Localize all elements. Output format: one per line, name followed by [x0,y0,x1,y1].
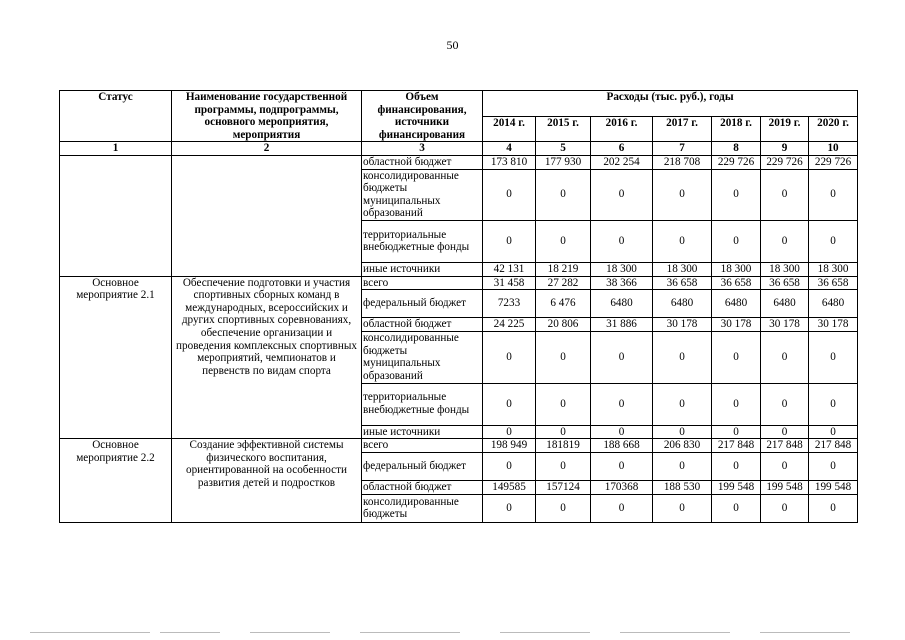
value-cell: 199 548 [761,480,809,494]
value-cell: 0 [653,494,712,522]
value-cell: 0 [761,494,809,522]
value-cell: 0 [591,452,653,480]
value-cell: 0 [809,220,858,262]
value-cell: 0 [809,425,858,439]
value-cell: 36 658 [653,276,712,290]
header-year: 2017 г. [653,116,712,142]
column-number: 2 [172,142,362,156]
value-cell: 6480 [653,290,712,318]
table-row [60,439,858,453]
value-cell: 0 [809,452,858,480]
value-cell: 170368 [591,480,653,494]
value-cell: 0 [809,383,858,425]
value-cell: 0 [712,383,761,425]
column-number: 7 [653,142,712,156]
value-cell: 30 178 [809,318,858,332]
value-cell: 38 366 [591,276,653,290]
value-cell: 199 548 [809,480,858,494]
budget-table [59,90,858,523]
value-cell: 177 930 [536,155,591,169]
source-cell: территориальные внебюджетные фонды [362,383,483,425]
header-volume: Объем финансирования, источники финансирования [362,91,483,142]
value-cell: 0 [483,425,536,439]
header-name: Наименование государственной программы, подпрограммы, основного мероприятия, мероприятия [172,91,362,142]
value-cell: 149585 [483,480,536,494]
column-number: 5 [536,142,591,156]
value-cell: 229 726 [761,155,809,169]
column-number: 8 [712,142,761,156]
value-cell: 27 282 [536,276,591,290]
value-cell: 18 300 [809,262,858,276]
value-cell: 0 [653,452,712,480]
value-cell: 36 658 [809,276,858,290]
column-numbers-row [60,142,858,156]
header-status: Статус [60,91,172,142]
value-cell: 173 810 [483,155,536,169]
value-cell: 31 458 [483,276,536,290]
source-cell: территориальные внебюджетные фонды [362,220,483,262]
value-cell: 6480 [809,290,858,318]
value-cell: 0 [809,332,858,383]
value-cell: 0 [536,332,591,383]
value-cell: 217 848 [712,439,761,453]
value-cell: 229 726 [809,155,858,169]
value-cell: 7233 [483,290,536,318]
scan-edge-line [0,632,905,634]
header-year: 2019 г. [761,116,809,142]
column-number: 3 [362,142,483,156]
value-cell: 0 [591,494,653,522]
value-cell: 0 [653,220,712,262]
header-year: 2018 г. [712,116,761,142]
value-cell: 0 [712,494,761,522]
value-cell: 199 548 [712,480,761,494]
source-cell: консолидированные бюджеты [362,494,483,522]
value-cell: 202 254 [591,155,653,169]
value-cell: 157124 [536,480,591,494]
value-cell: 18 300 [591,262,653,276]
value-cell: 0 [483,383,536,425]
header-year: 2016 г. [591,116,653,142]
source-cell: всего [362,439,483,453]
status-cell: Основное мероприятие 2.1 [60,276,172,439]
header-year: 2014 г. [483,116,536,142]
value-cell: 229 726 [712,155,761,169]
value-cell: 217 848 [761,439,809,453]
value-cell: 0 [483,452,536,480]
value-cell: 6480 [591,290,653,318]
value-cell: 206 830 [653,439,712,453]
value-cell: 36 658 [761,276,809,290]
value-cell: 0 [483,169,536,220]
value-cell: 198 949 [483,439,536,453]
source-cell: консолидированные бюджеты муниципальных образований [362,169,483,220]
column-number: 9 [761,142,809,156]
source-cell: всего [362,276,483,290]
table-row [60,276,858,290]
source-cell: областной бюджет [362,480,483,494]
column-number: 6 [591,142,653,156]
value-cell: 0 [712,452,761,480]
value-cell: 31 886 [591,318,653,332]
value-cell: 218 708 [653,155,712,169]
source-cell: консолидированные бюджеты муниципальных образований [362,332,483,383]
value-cell: 0 [653,383,712,425]
column-number: 10 [809,142,858,156]
value-cell: 0 [712,220,761,262]
value-cell: 0 [761,332,809,383]
value-cell: 18 300 [712,262,761,276]
value-cell: 217 848 [809,439,858,453]
value-cell: 0 [591,425,653,439]
value-cell: 0 [712,332,761,383]
value-cell: 0 [761,425,809,439]
description-cell: Обеспечение подготовки и участия спортивных сборных команд в международных, всероссийских и других спортивных соревнованиях, обеспечение организации и проведения комплексных спортивных мероприятий, чемпионатов и первенств по видам спорта [172,276,362,439]
source-cell: федеральный бюджет [362,290,483,318]
status-cell [60,155,172,276]
value-cell: 188 668 [591,439,653,453]
page-number: 50 [446,38,459,52]
header-year: 2020 г. [809,116,858,142]
column-number: 4 [483,142,536,156]
value-cell: 0 [483,332,536,383]
value-cell: 0 [536,383,591,425]
source-cell: областной бюджет [362,155,483,169]
value-cell: 0 [591,383,653,425]
value-cell: 0 [809,494,858,522]
table-body [60,91,858,523]
value-cell: 0 [653,169,712,220]
value-cell: 0 [536,169,591,220]
value-cell: 30 178 [712,318,761,332]
value-cell: 0 [712,425,761,439]
value-cell: 0 [591,332,653,383]
table-row [60,155,858,169]
value-cell: 0 [653,425,712,439]
value-cell: 6 476 [536,290,591,318]
column-number: 1 [60,142,172,156]
status-cell: Основное мероприятие 2.2 [60,439,172,523]
header-year: 2015 г. [536,116,591,142]
value-cell: 0 [591,169,653,220]
value-cell: 0 [761,452,809,480]
source-cell: иные источники [362,262,483,276]
value-cell: 0 [761,220,809,262]
description-cell: Создание эффективной системы физического воспитания, ориентированной на особенности развития детей и подростков [172,439,362,523]
value-cell: 6480 [712,290,761,318]
value-cell: 18 300 [761,262,809,276]
description-cell [172,155,362,276]
value-cell: 6480 [761,290,809,318]
value-cell: 0 [483,220,536,262]
value-cell: 18 300 [653,262,712,276]
value-cell: 30 178 [761,318,809,332]
value-cell: 0 [761,383,809,425]
value-cell: 20 806 [536,318,591,332]
source-cell: федеральный бюджет [362,452,483,480]
value-cell: 0 [591,220,653,262]
value-cell: 36 658 [712,276,761,290]
source-cell: областной бюджет [362,318,483,332]
value-cell: 0 [653,332,712,383]
value-cell: 0 [809,169,858,220]
source-cell: иные источники [362,425,483,439]
value-cell: 24 225 [483,318,536,332]
header-row [60,91,858,117]
value-cell: 42 131 [483,262,536,276]
value-cell: 0 [712,169,761,220]
value-cell: 0 [536,220,591,262]
value-cell: 188 530 [653,480,712,494]
value-cell: 18 219 [536,262,591,276]
header-expenses: Расходы (тыс. руб.), годы [483,91,858,117]
value-cell: 181819 [536,439,591,453]
value-cell: 30 178 [653,318,712,332]
value-cell: 0 [761,169,809,220]
value-cell: 0 [536,425,591,439]
value-cell: 0 [483,494,536,522]
value-cell: 0 [536,494,591,522]
value-cell: 0 [536,452,591,480]
